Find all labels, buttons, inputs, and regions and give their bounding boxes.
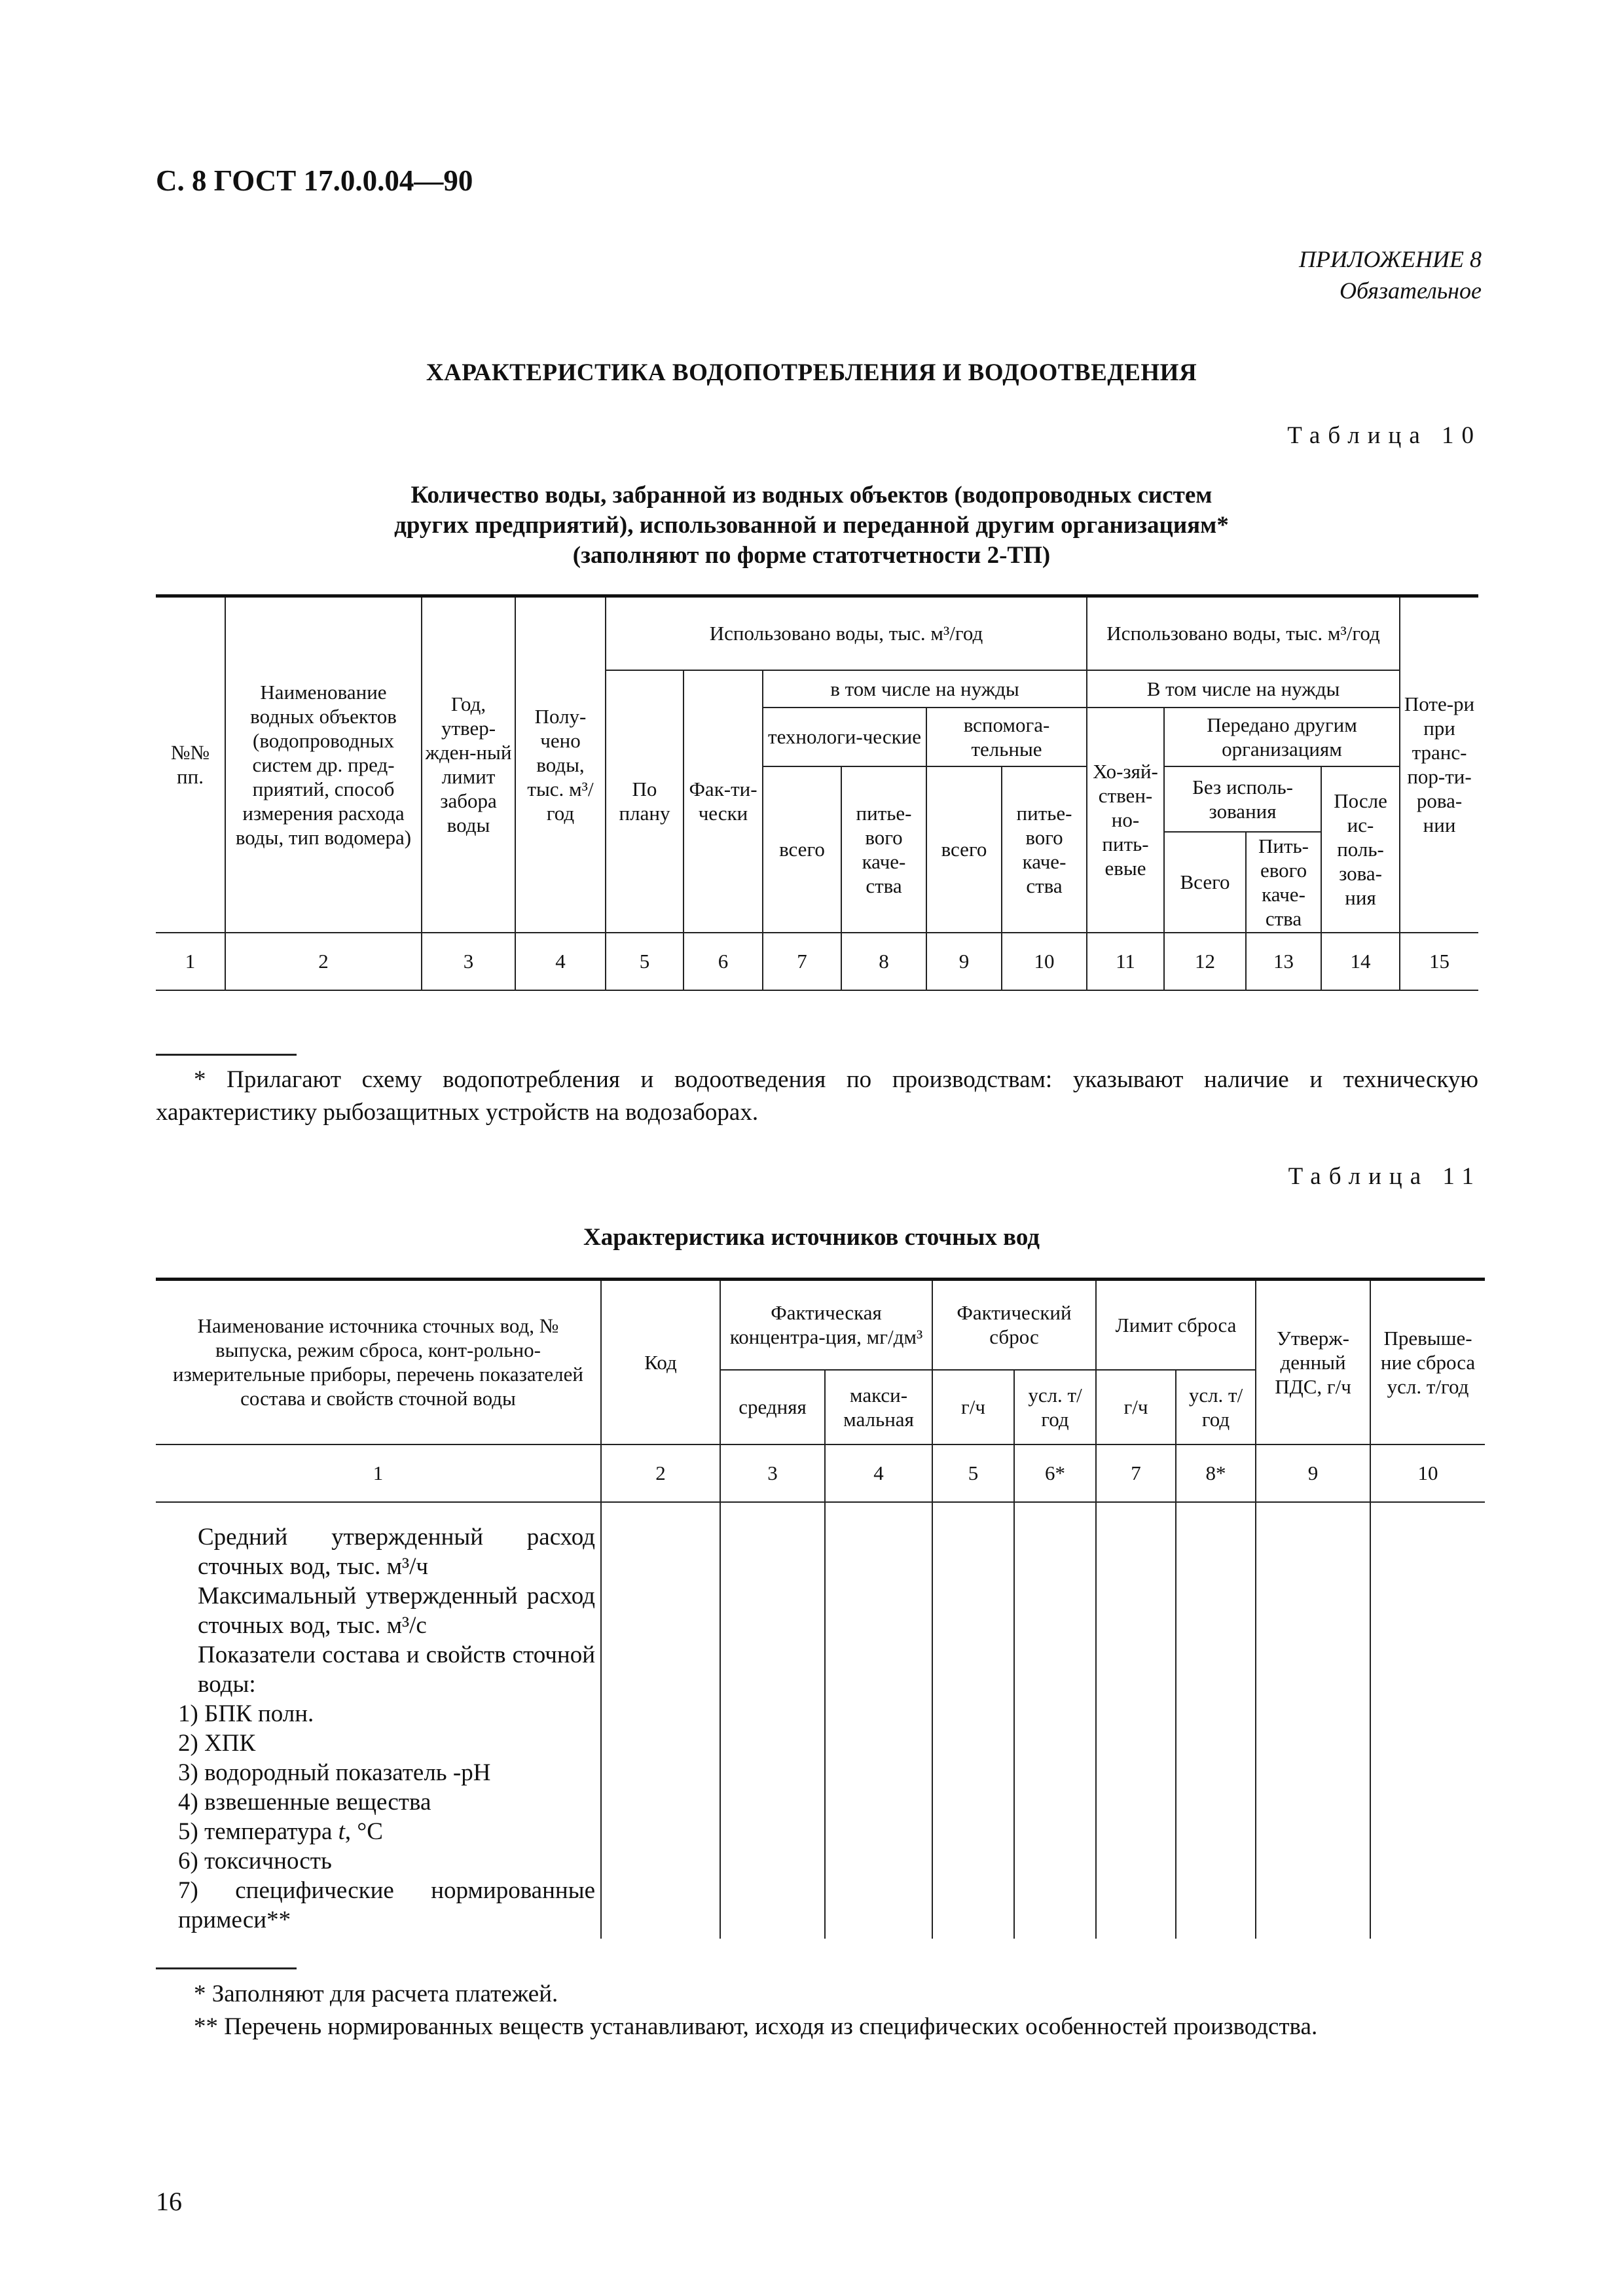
t10-num-cell: 13	[1246, 933, 1321, 990]
table10-caption-line1: Количество воды, забранной из водных объектов (водопроводных систем	[410, 482, 1213, 509]
table11-caption: Характеристика источников сточных вод	[583, 1224, 1040, 1251]
t10-num-cell: 1	[156, 933, 225, 990]
t10-num-cell: 5	[606, 933, 684, 990]
t10-num-cell: 15	[1400, 933, 1478, 990]
t11-body-text	[156, 1502, 601, 1939]
t10-h-limit: Год, утвер-жден-ный лимит забора воды	[422, 596, 515, 933]
t11-h-source: Наименование источника сточных вод, № выпуска, режим сброса, конт-рольно-измерительные приборы, перечень показателей состава и свойств сточной воды	[156, 1280, 601, 1444]
table10-caption	[0, 480, 1623, 571]
t10-h-transfer-drinking: Пить-евого каче-ства	[1246, 832, 1321, 933]
t11-row-suspended: 4) взвешенные вещества	[178, 1788, 431, 1816]
t10-h-aux: вспомога-тельные	[926, 708, 1087, 766]
t10-h-aux-total: всего	[926, 766, 1002, 933]
t11-h-fact-gh: г/ч	[932, 1370, 1014, 1444]
t10-h-used-1: Использовано воды, тыс. м³/год	[606, 596, 1087, 670]
t11-row-indicators: Показатели состава и свойств сточной воды:	[198, 1641, 595, 1698]
t11-empty-cell	[601, 1502, 720, 1939]
t10-num-cell: 4	[515, 933, 606, 990]
t11-empty-cell	[932, 1502, 1014, 1939]
t11-empty-cell	[825, 1502, 932, 1939]
t10-h-nouse: Без исполь-зования	[1164, 766, 1321, 832]
t10-h-used-2: Использовано воды, тыс. м³/год	[1087, 596, 1400, 670]
t10-h-transfer: Передано другим организациям	[1164, 708, 1400, 766]
appendix-status: Обязательное	[1340, 278, 1482, 304]
t10-num-cell: 7	[763, 933, 841, 990]
t11-h-limit-gh: г/ч	[1096, 1370, 1176, 1444]
t11-h-max: макси-мальная	[825, 1370, 932, 1444]
t10-num-cell: 12	[1164, 933, 1246, 990]
t11-num-cell: 7	[1096, 1444, 1176, 1502]
t10-num-cell: 9	[926, 933, 1002, 990]
t11-empty-cell	[1096, 1502, 1176, 1939]
t11-row-temperature-suffix: , °С	[344, 1818, 383, 1845]
t10-h-name: Наименование водных объектов (водопроводных систем др. пред-приятий, способ измерения расхода воды, тип водомера)	[225, 596, 422, 933]
table10-caption-line2: других предприятий), использованной и переданной другим организациям*	[394, 512, 1229, 539]
t11-h-pds: Утверж-денный ПДС, г/ч	[1256, 1280, 1370, 1444]
t10-h-actual: Фак-ти-чески	[684, 670, 763, 933]
t11-num-cell: 8*	[1176, 1444, 1256, 1502]
appendix-label: ПРИЛОЖЕНИЕ 8	[1299, 246, 1482, 272]
table10-label: Таблица 10	[1287, 422, 1482, 449]
t11-row-toxicity: 6) токсичность	[178, 1847, 332, 1874]
t11-row-ph: 3) водородный показатель -рН	[178, 1759, 491, 1786]
t11-empty-cell	[720, 1502, 825, 1939]
t11-num-cell: 2	[601, 1444, 720, 1502]
t11-num-cell: 4	[825, 1444, 932, 1502]
footnote-rule	[156, 1967, 297, 1969]
running-header: С. 8 ГОСТ 17.0.0.04—90	[156, 164, 473, 197]
t11-h-excess: Превыше-ние сброса усл. т/год	[1370, 1280, 1485, 1444]
t10-h-losses: Поте-ри при транс-пор-ти-рова-нии	[1400, 596, 1478, 933]
table11-label: Таблица 11	[1288, 1163, 1482, 1190]
t10-h-needs-2: В том числе на нужды	[1087, 670, 1400, 708]
t11-row-temperature	[160, 1817, 595, 1846]
t10-h-received: Полу-чено воды, тыс. м³/год	[515, 596, 606, 933]
t11-empty-cell	[1370, 1502, 1485, 1939]
t11-num-cell: 10	[1370, 1444, 1485, 1502]
t11-row-temperature-prefix: 5) температура	[178, 1818, 338, 1845]
t11-num-cell: 5	[932, 1444, 1014, 1502]
t10-number-row	[156, 933, 1478, 990]
t11-row-bpk: 1) БПК полн.	[178, 1700, 314, 1727]
t10-num-cell: 2	[225, 933, 422, 990]
t10-num-cell: 11	[1087, 933, 1164, 990]
t10-h-needs-1: в том числе на нужды	[763, 670, 1087, 708]
table10-footnote: * Прилагают схему водопотребления и водоотведения по производствам: указывают наличие и техническую характеристику рыбозащитных устройств на водозаборах.	[156, 1066, 1478, 1126]
table11-footnote-2: ** Перечень нормированных веществ устанавливают, исходя из специфических особенностей производства.	[194, 2013, 1318, 2040]
t10-num-cell: 10	[1002, 933, 1087, 990]
t11-empty-cell	[1014, 1502, 1096, 1939]
t11-h-limit: Лимит сброса	[1096, 1280, 1256, 1370]
t11-row-hpk: 2) ХПК	[178, 1729, 256, 1757]
t10-h-household: Хо-зяй-ствен-но-пить-евые	[1087, 708, 1164, 933]
t11-h-code: Код	[601, 1280, 720, 1444]
table10	[156, 594, 1478, 991]
t11-row-avg-flow: Средний утвержденный расход сточных вод, тыс. м³/ч	[198, 1523, 595, 1580]
t10-h-aux-drinking: питье-вого каче-ства	[1002, 766, 1087, 933]
t11-h-avg: средняя	[720, 1370, 825, 1444]
t11-h-limit-ty: усл. т/год	[1176, 1370, 1256, 1444]
table10-caption-line3: (заполняют по форме статотчетности 2-ТП)	[572, 542, 1051, 569]
t11-empty-cell	[1256, 1502, 1370, 1939]
t11-h-fact-discharge: Фактический сброс	[932, 1280, 1096, 1370]
t11-num-cell: 1	[156, 1444, 601, 1502]
t11-num-cell: 6*	[1014, 1444, 1096, 1502]
t11-number-row	[156, 1444, 1485, 1502]
t11-num-cell: 9	[1256, 1444, 1370, 1502]
t10-h-tech-drinking: питье-вого каче-ства	[841, 766, 926, 933]
t11-row-max-flow: Максимальный утвержденный расход сточных вод, тыс. м³/с	[198, 1582, 595, 1639]
t11-num-cell: 3	[720, 1444, 825, 1502]
t10-num-cell: 3	[422, 933, 515, 990]
t11-h-fact-ty: усл. т/год	[1014, 1370, 1096, 1444]
table11	[156, 1278, 1485, 1939]
t11-empty-cell	[1176, 1502, 1256, 1939]
t10-num-cell: 14	[1321, 933, 1400, 990]
t10-num-cell: 8	[841, 933, 926, 990]
table11-footnote-1: * Заполняют для расчета платежей.	[194, 1981, 558, 2007]
main-title: ХАРАКТЕРИСТИКА ВОДОПОТРЕБЛЕНИЯ И ВОДООТВЕДЕНИЯ	[426, 359, 1197, 386]
t11-row-specific: 7) специфические нормированные примеси**	[178, 1876, 595, 1933]
footnote-rule	[156, 1054, 297, 1056]
t10-h-tech-total: всего	[763, 766, 841, 933]
t10-h-plan: По плану	[606, 670, 684, 933]
t10-h-transfer-total: Всего	[1164, 832, 1246, 933]
t10-h-after-use: После ис-поль-зова-ния	[1321, 766, 1400, 933]
t11-row-temperature-var: t	[338, 1818, 345, 1845]
t10-h-tech: технологи-ческие	[763, 708, 926, 766]
appendix-block	[1299, 243, 1482, 306]
t11-h-concentration: Фактическая концентра-ция, мг/дм³	[720, 1280, 932, 1370]
t10-h-num: №№ пп.	[156, 596, 225, 933]
page-number: 16	[156, 2187, 182, 2216]
t10-num-cell: 6	[684, 933, 763, 990]
